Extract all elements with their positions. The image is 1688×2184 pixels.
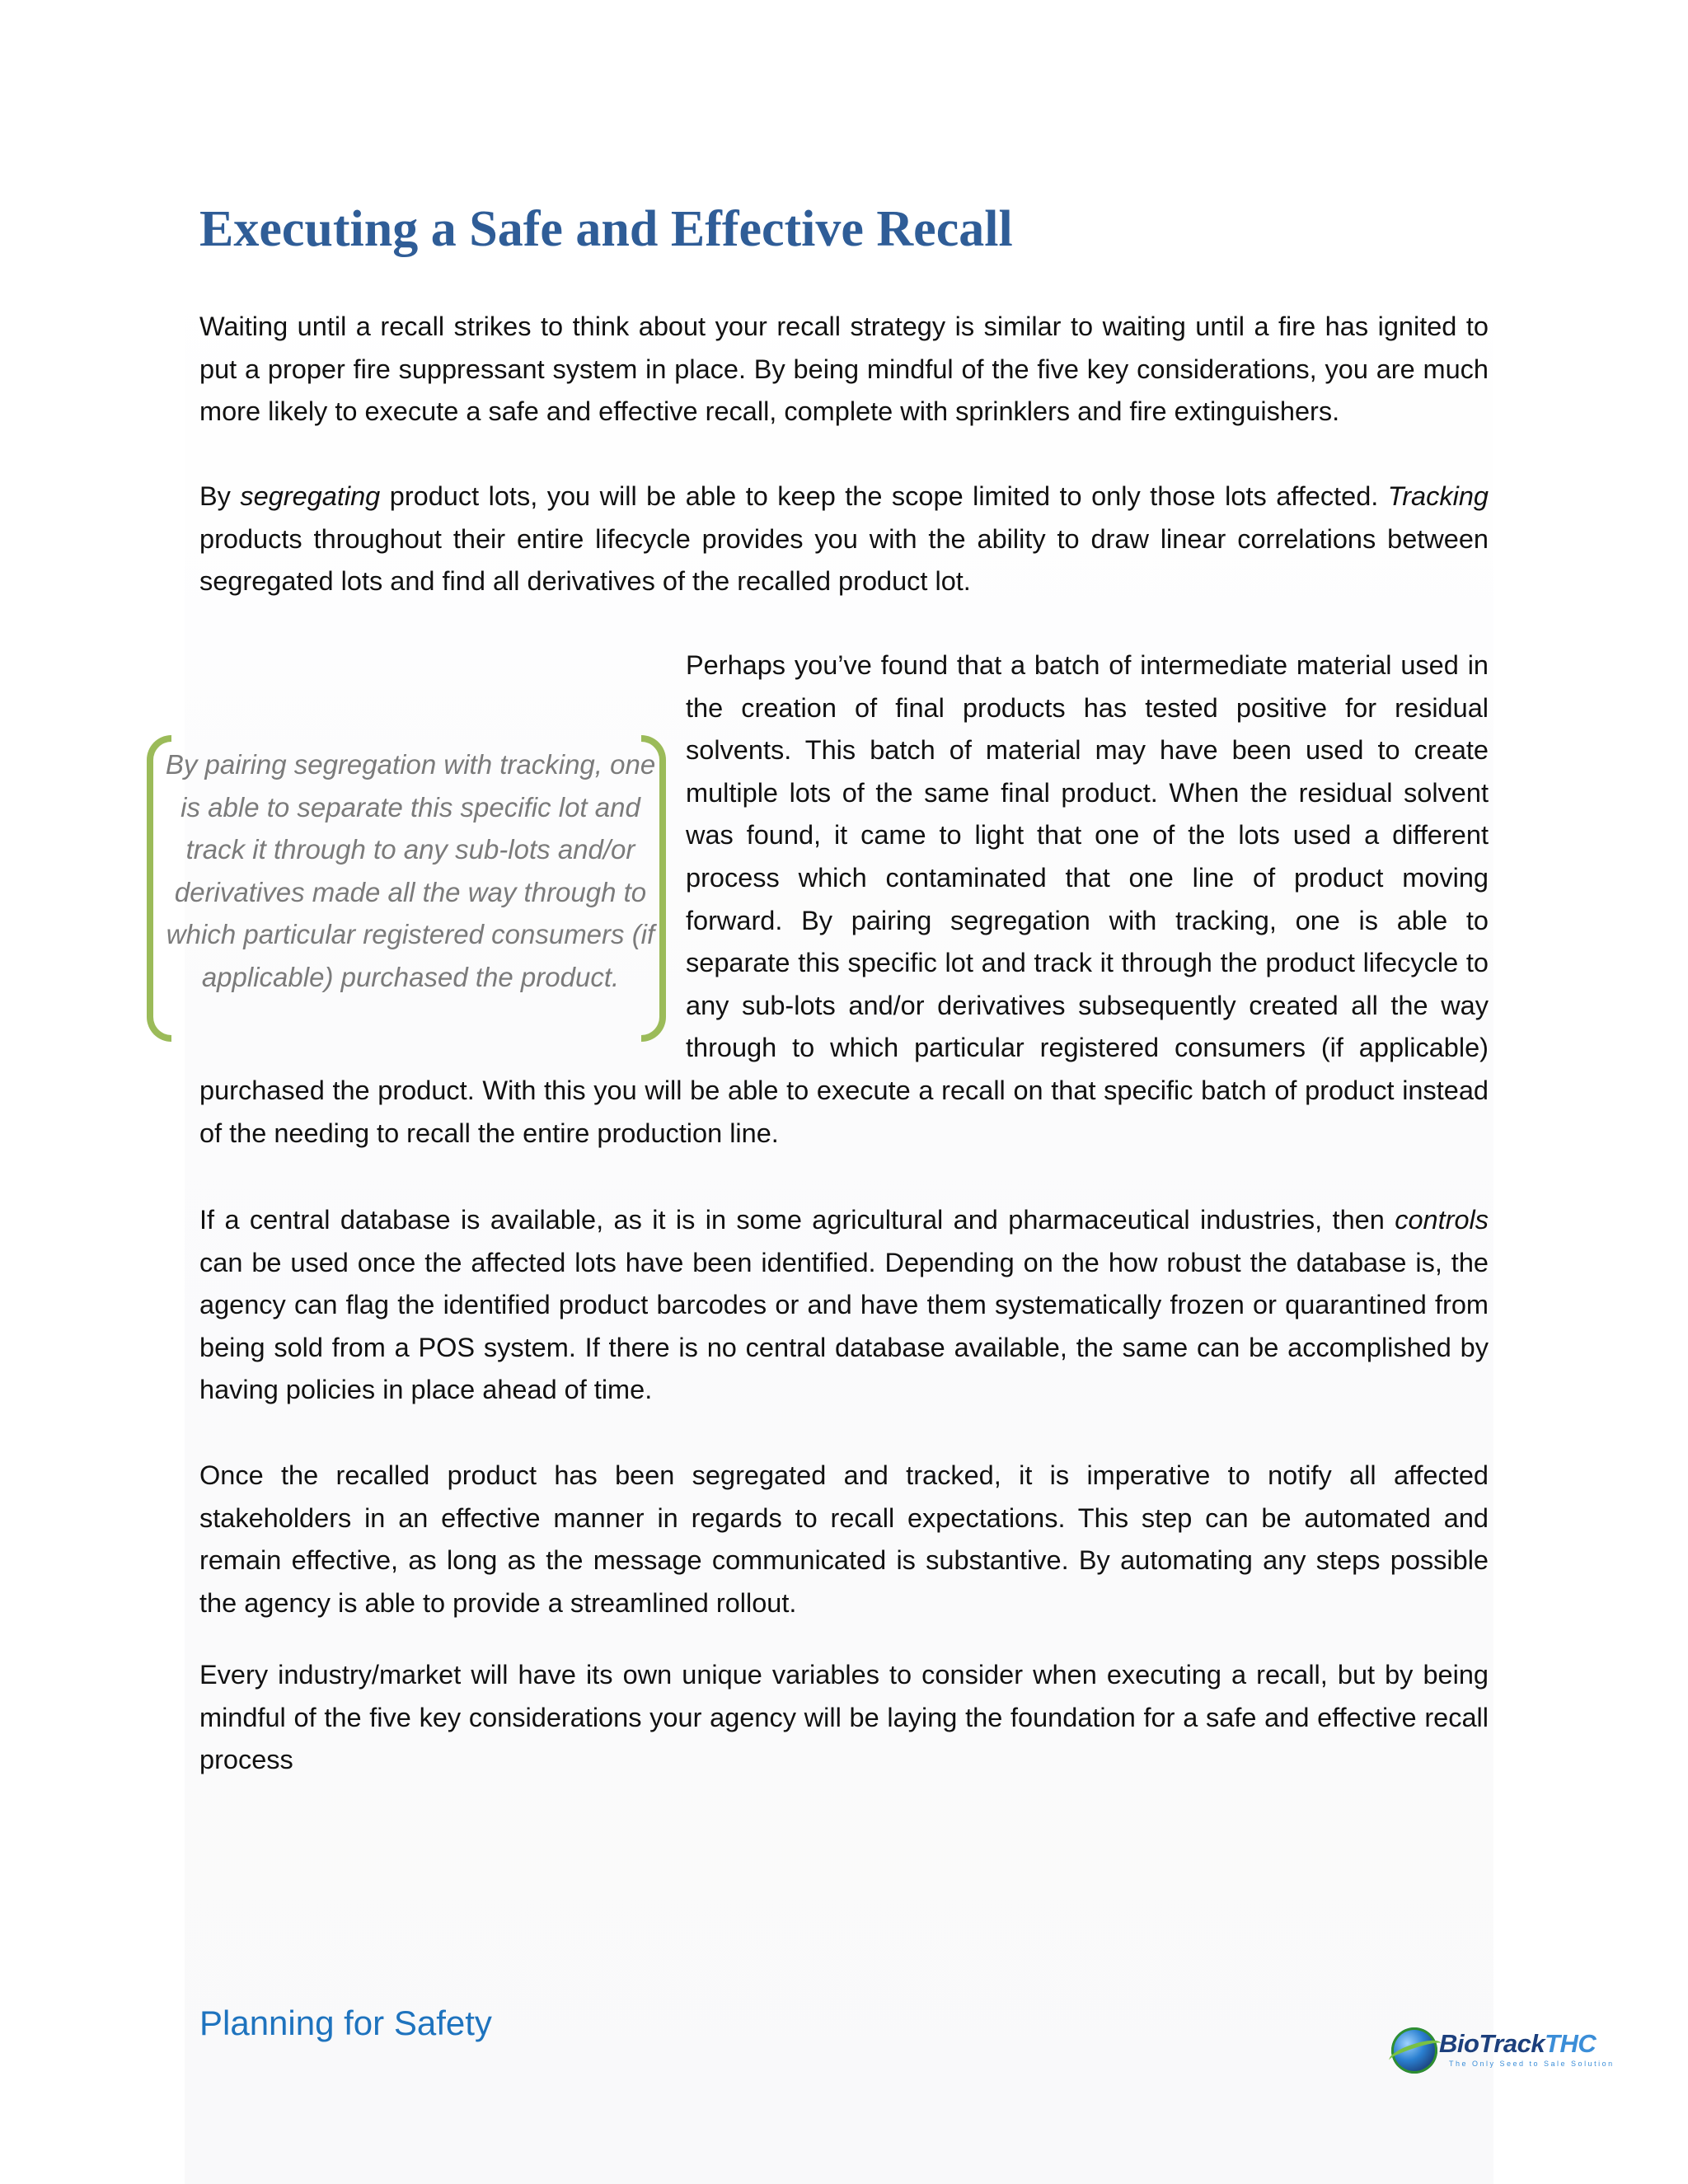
p4-text-1: If a central database is available, as it is in some agricultural and pharmaceutical industries, then [199, 1205, 1395, 1235]
p4-emphasis-controls: controls [1395, 1205, 1489, 1235]
paragraph-segregating-tracking [199, 476, 1489, 603]
p2-text-2: product lots, you will be able to keep the scope limited to only those lots affected. [380, 481, 1388, 511]
paragraph-example [165, 644, 1489, 1155]
paragraph-notify: Once the recalled product has been segregated and tracked, it is imperative to notify all affected stakeholders in an effective manner in regards to recall expectations. This step can be automated and remain effective, as long as the message communicated is substantive. By automating any steps possible the agency is able to provide a streamlined rollout. [199, 1460, 1489, 1618]
p2-text-1: By [199, 481, 241, 511]
pull-quote-text: By pairing segregation with tracking, one is able to separate this specific lot and track it through to any sub-lots and/or derivatives made all the way through to which particular registered consumers (if applicable) purchased the product. [165, 749, 656, 992]
pull-quote [147, 644, 666, 1040]
paragraph-controls [199, 1199, 1489, 1412]
pull-quote-right-bracket [641, 735, 666, 1042]
biotrack-logo [1391, 2026, 1615, 2075]
logo-wordmark [1439, 2029, 1596, 2059]
p2-text-3: products throughout their entire lifecycle provides you with the ability to draw linear correlations between segregated lots and find all derivatives of the recalled product lot. [199, 523, 1489, 597]
paragraph-intro: Waiting until a recall strikes to think about your recall strategy is similar to waiting until a fire has ignited to put a proper fire suppressant system in place. By being mindful of the five key considerations, you are much more likely to execute a safe and effective recall, complete with sprinklers and fire extinguishers. [199, 312, 1489, 427]
p2-emphasis-segregating: segregating [240, 481, 381, 511]
logo-tagline: The Only Seed to Sale Solution [1449, 2060, 1615, 2068]
logo-word-biotrack: BioTrack [1439, 2029, 1545, 2058]
paragraph-example-text: Perhaps you’ve found that a batch of intermediate material used in the creation of final products has tested positive for residual solvents. This batch of material may have been used to create multiple lots of the same final product. When the residual solvent was found, it came to light that one of the lots used a different process which contaminated that one line of product moving forward. By pairing segregation with tracking, one is able to separate this specific lot and track it through the product lifecycle to any sub-lots and/or derivatives subsequently created all the way through to which particular registered consumers (if applicable) purchased the product. With this you will be able to execute a recall on that specific batch of product instead of the needing to recall the entire production line. [199, 650, 1489, 1148]
paragraph-conclusion: Every industry/market will have its own unique variables to consider when executing a recall, but by being mindful of the five key considerations your agency will be laying the foundation for a safe and effective recall process [199, 1660, 1489, 1775]
p2-emphasis-tracking: Tracking [1387, 481, 1489, 511]
p4-text-2: can be used once the affected lots have been identified. Depending on the how robust the database is, the agency can flag the identified product barcodes or and have them systematically frozen or quarantined from being sold from a POS system. If there is no central database available, the same can be accomplished by having policies in place ahead of time. [199, 1247, 1489, 1405]
footer-section-title: Planning for Safety [199, 2004, 492, 2042]
page-title: Executing a Safe and Effective Recall [199, 201, 1013, 257]
logo-word-thc: THC [1545, 2029, 1597, 2058]
